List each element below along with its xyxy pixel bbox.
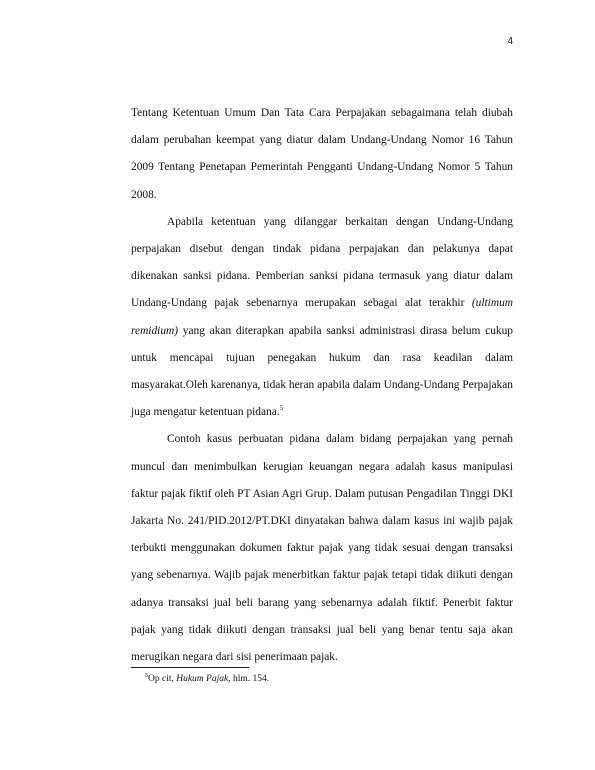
paragraph-continuation: Tentang Ketentuan Umum Dan Tata Cara Perpajakan sebagaimana telah diubah dalam perubahan keempat yang diatur dalam Undang-Undang Nomor 16 Tahun 2009 Tentang Penetapan Pemerintah Pengganti Undang-Undang Nomor 5 Tahun 2008. — [131, 107, 513, 201]
footnote-divider — [131, 667, 249, 668]
paragraph-text: yang akan diterapkan apabila sanksi administrasi dirasa belum cukup untuk mencapai tujuan penegakan hukum dan rasa keadilan dalam masyarakat.Oleh karenanya, tidak heran apabila dalam Undang-Undang Perpajakan juga mengatur ketentuan pidana. — [131, 324, 513, 419]
footnote-suffix: , hlm. 154. — [228, 674, 270, 684]
footnote-reference[interactable]: 5 — [279, 404, 284, 413]
paragraph-text: Apabila ketentuan yang dilanggar berkaitan dengan Undang-Undang perpajakan disebut dengan tindak pidana perpajakan dan pelakunya dapat dikenakan sanksi pidana. Pemberian sanksi pidana termasuk yang diatur dalam Undang-Undang pajak sebenarnya merupakan sebagai alat terakhir — [131, 215, 513, 310]
body-text — [131, 100, 513, 671]
footnote-prefix: Op cit, — [148, 674, 177, 684]
footnote — [131, 674, 513, 684]
page-number: 4 — [507, 36, 513, 47]
footnote-number: 5 — [145, 672, 148, 679]
italic-term: (ultimum remidium) — [131, 297, 513, 337]
paragraph-sanksi-pidana — [131, 209, 513, 427]
paragraph-contoh-kasus: Contoh kasus perbuatan pidana dalam bidang perpajakan yang pernah muncul dan menimbulkan kerugian keuangan negara adalah kasus manipulasi faktur pajak fiktif oleh PT Asian Agri Grup. Dalam putusan Pengadilan Tinggi DKI Jakarta No. 241/PID.2012/PT.DKI dinyatakan bahwa dalam kasus ini wajib pajak terbukti menggunakan dokumen faktur pajak yang tidak sesuai dengan transaksi yang sebenarnya. Wajib pajak menerbitkan faktur pajak tetapi tidak diikuti dengan adanya transaksi jual beli barang yang sebenarnya adalah fiktif. Penerbit faktur pajak yang tidak diikuti dengan transaksi jual beli yang benar tentu saja akan merugikan negara dari sisi penerimaan pajak. — [131, 433, 513, 664]
footnote-title: Hukum Pajak — [176, 674, 229, 684]
